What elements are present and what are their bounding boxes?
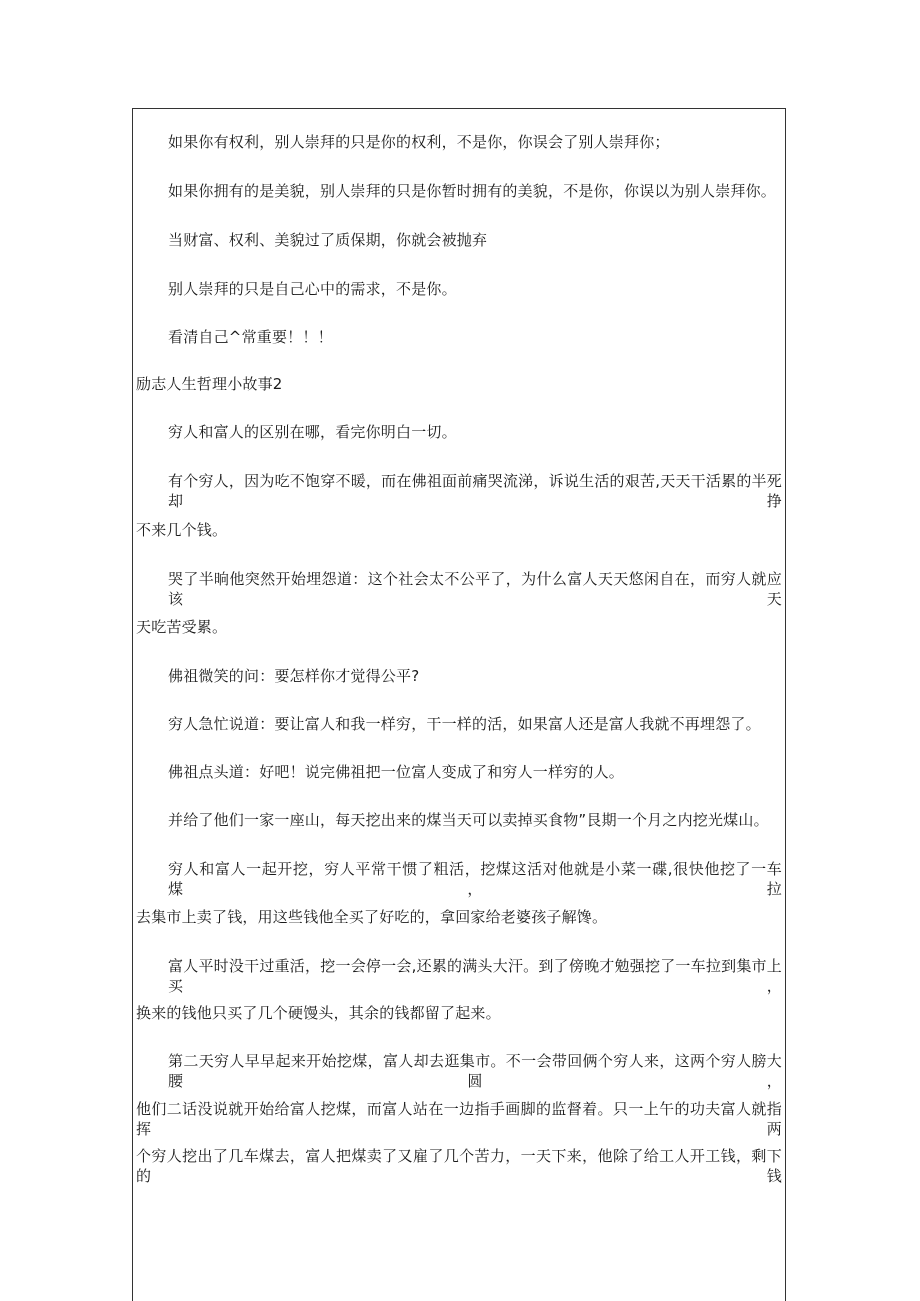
text-line: 如果你拥有的是美貌，别人崇拜的只是你暂时拥有的美貌，不是你，你误以为别人崇拜你。 <box>168 182 777 200</box>
text-line: 换来的钱他只买了几个硬馒头，其余的钱都留了起来。 <box>136 1004 501 1022</box>
text-line: 天吃苦受累。 <box>136 618 228 636</box>
text-line: 有个穷人，因为吃不饱穿不暖，而在佛祖面前痛哭流涕，诉说生活的艰苦,天天干活累的半死却挣 <box>168 472 782 510</box>
text-line: 佛祖点头道：好吧！说完佛祖把一位富人变成了和穷人一样穷的人。 <box>168 763 625 781</box>
text-line: 去集市上卖了钱，用这些钱他全买了好吃的，拿回家给老婆孩子解馋。 <box>136 908 608 926</box>
text-line: 富人平时没干过重活，挖一会停一会,还累的满头大汗。到了傍晚才勉强挖了一车拉到集市上买， <box>168 957 782 995</box>
text-line: 穷人和富人一起开挖，穷人平常干惯了粗活，挖煤这活对他就是小菜一碟,很快他挖了一车煤，拉 <box>168 860 782 898</box>
text-line: 个穷人挖出了几车煤去，富人把煤卖了又雇了几个苦力，一天下来，他除了给工人开工钱，剩下的钱 <box>136 1147 782 1185</box>
text-line: 第二天穷人早早起来开始挖煤，富人却去逛集市。不一会带回俩个穷人来，这两个穷人膀大腰圆， <box>168 1052 782 1090</box>
section-heading: 励志人生哲理小故事2 <box>136 375 283 393</box>
text-line: 如果你有权利，别人崇拜的只是你的权利，不是你，你误会了别人崇拜你； <box>168 133 670 151</box>
text-line: 当财富、权利、美貌过了质保期，你就会被抛弃 <box>168 231 488 249</box>
text-line: 不来几个钱。 <box>136 521 228 539</box>
document-page <box>132 108 786 1301</box>
text-line: 别人崇拜的只是自己心中的需求，不是你。 <box>168 280 457 298</box>
text-line: 他们二话没说就开始给富人挖煤，而富人站在一边指手画脚的监督着。只一上午的功夫富人就指挥两 <box>136 1100 782 1138</box>
text-line: 并给了他们一家一座山，每天挖出来的煤当天可以卖掉买食物”艮期一个月之内挖光煤山。 <box>168 811 769 829</box>
text-line: 穷人和富人的区别在哪，看完你明白一切。 <box>168 423 457 441</box>
text-line: 穷人急忙说道：要让富人和我一样穷，干一样的活，如果富人还是富人我就不再埋怨了。 <box>168 715 761 733</box>
text-line: 佛祖微笑的问：要怎样你才觉得公平? <box>168 667 420 685</box>
text-line: 哭了半晌他突然开始埋怨道：这个社会太不公平了，为什么富人天天悠闲自在，而穷人就应该天 <box>168 570 782 608</box>
text-line: 看清自己^常重要！！！ <box>168 328 333 346</box>
